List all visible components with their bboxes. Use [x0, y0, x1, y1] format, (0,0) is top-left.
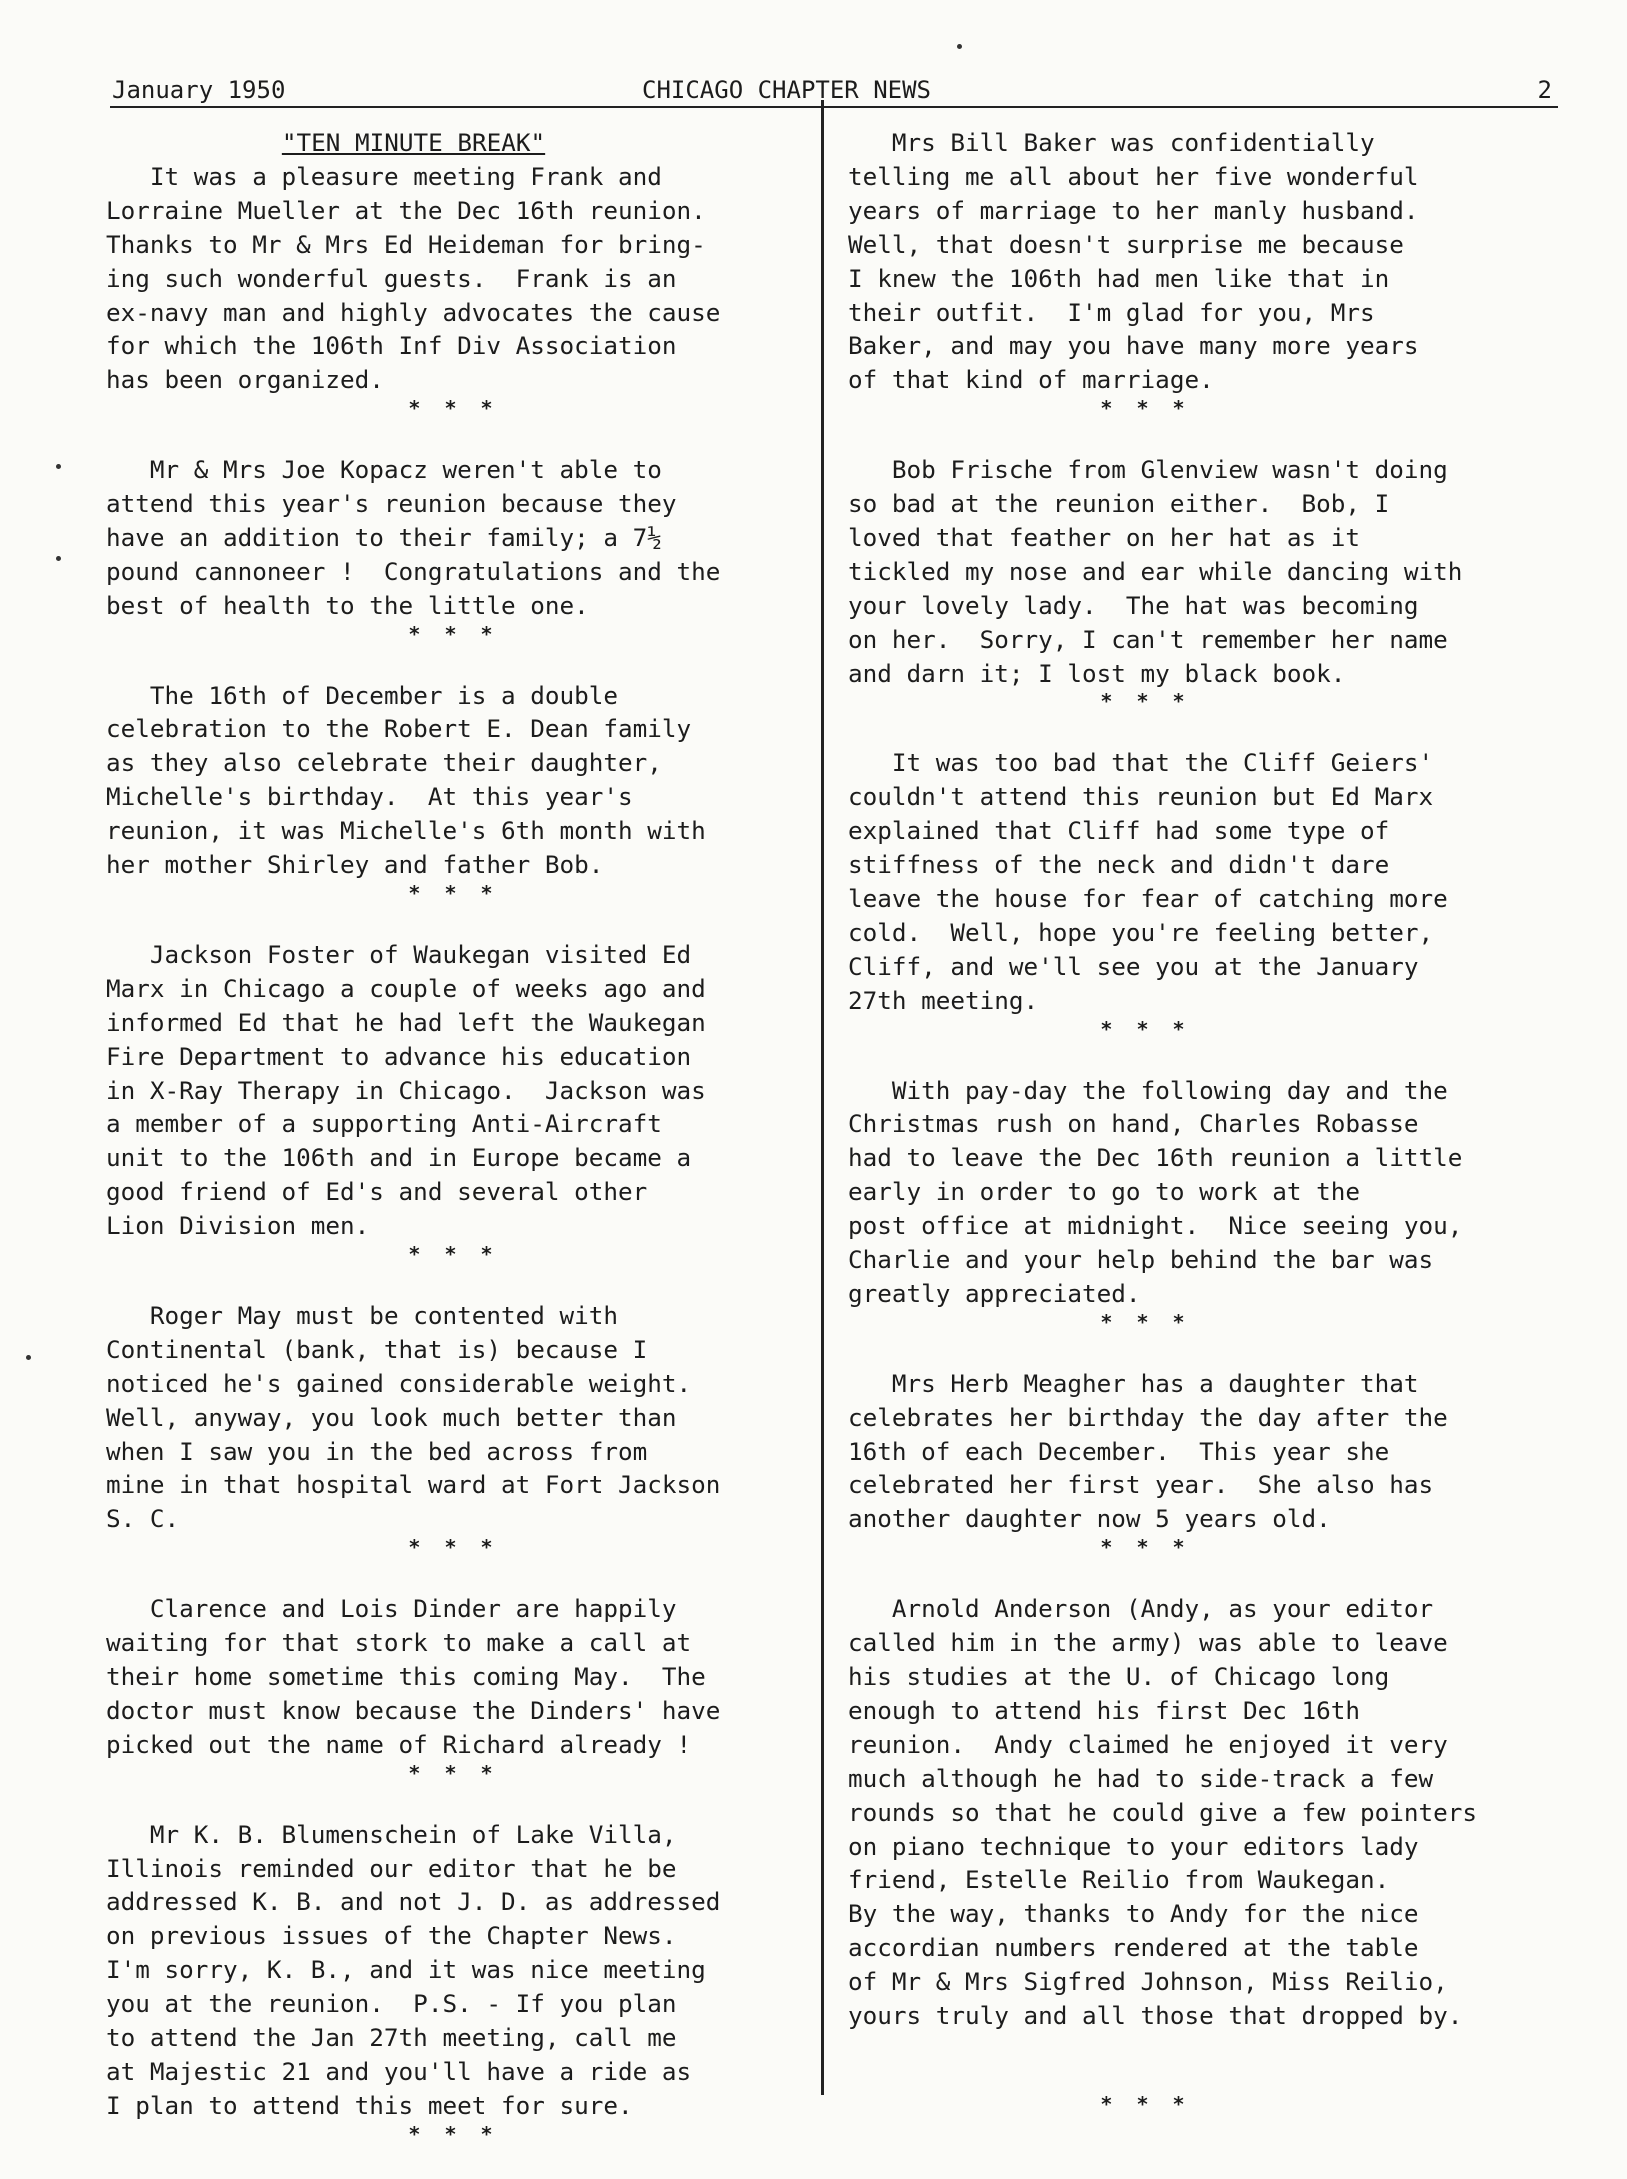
separator-asterisks: * * * [1100, 2091, 1191, 2116]
separator-asterisks: * * * [408, 881, 499, 905]
scan-speck [957, 44, 962, 49]
separator-asterisks: * * * [408, 1760, 499, 1785]
column-title: "TEN MINUTE BREAK" [281, 128, 546, 157]
header-page-number: 2 [1537, 76, 1552, 104]
article-paragraph: The 16th of December is a double celebration to the Robert E. Dean family as they also celebrate their daughter, Michelle's birthday. At this year's reunion, it was Michelle's 6th month with her mother Shirley and father Bob. [106, 680, 706, 880]
separator-asterisks: * * * [408, 1242, 499, 1267]
header-title: CHICAGO CHAPTER NEWS [642, 76, 931, 104]
separator-asterisks: * * * [408, 1535, 499, 1560]
article-paragraph: Clarence and Lois Dinder are happily waiting for that stork to make a call at their home sometime this coming May. The doctor must know because the Dinders' have picked out the name of Richard already ! [106, 1594, 721, 1759]
scan-speck [26, 1355, 31, 1360]
article-paragraph: It was a pleasure meeting Frank and Lorraine Mueller at the Dec 16th reunion. Thanks to Mr & Mrs Ed Heideman for bring- ing such wonderful guests. Frank is an ex-navy man and highly advocates the cause for which the 106th Inf Div Association has been organized. [106, 161, 721, 395]
scan-speck [56, 464, 61, 469]
separator-asterisks: * * * [1100, 1016, 1191, 1041]
left-column [106, 126, 821, 2179]
separator-asterisks: * * * [1100, 1535, 1191, 1560]
article-paragraph: Mrs Herb Meagher has a daughter that celebrates her birthday the day after the 16th of each December. This year she celebrated her first year. She also has another daughter now 5 years old. [848, 1368, 1448, 1534]
separator-asterisks: * * * [1100, 396, 1191, 421]
right-column [848, 126, 1563, 2149]
article-paragraph: Bob Frische from Glenview wasn't doing so bad at the reunion either. Bob, I loved that feather on her hat as it tickled my nose and ear while dancing with your lovely lady. The hat was becoming on her. Sorry, I can't remember her name and darn it; I lost my black book. [848, 455, 1463, 688]
article-paragraph: With pay-day the following day and the Christmas rush on hand, Charles Robasse had to leave the Dec 16th reunion a little early in order to go to work at the post office at midnight. Nice seeing you, Charlie and your help behind the bar was greatly appreciated. [848, 1075, 1463, 1308]
column-divider [821, 100, 824, 2095]
article-paragraph: Mrs Bill Baker was confidentially telling me all about her five wonderful years of marriage to her manly husband. Well, that doesn't surprise me because I knew the 106th had men like that in their outfit. I'm glad for you, Mrs Baker, and may you have many more years of that kind of marriage. [848, 128, 1419, 395]
scan-speck [56, 556, 61, 561]
separator-asterisks: * * * [1100, 1309, 1191, 1334]
header-date: January 1950 [112, 76, 286, 104]
article-paragraph: It was too bad that the Cliff Geiers' couldn't attend this reunion but Ed Marx explained that Cliff had some type of stiffness of the neck and didn't dare leave the house for fear of catching more cold. Well, hope you're feeling better, Cliff, and we'll see you at the January 27th meeting. [848, 748, 1448, 1015]
page-header [112, 74, 1552, 106]
article-paragraph: Mr & Mrs Joe Kopacz weren't able to attend this year's reunion because they have an addition to their family; a 7½ pound cannoneer ! Congratulations and the best of health to the little one. [106, 455, 721, 620]
separator-asterisks: * * * [408, 396, 499, 421]
article-paragraph: Mr K. B. Blumenschein of Lake Villa, Illinois reminded our editor that he be addressed K. B. and not J. D. as addressed on previous issues of the Chapter News. I'm sorry, K. B., and it was nice meeting you at the reunion. P.S. - If you plan to attend the Jan 27th meeting, call me at Majestic 21 and you'll have a ride as I plan to attend this meet for sure. [106, 1819, 721, 2120]
header-rule [110, 106, 1558, 108]
article-paragraph: Roger May must be contented with Continental (bank, that is) because I noticed he's gained considerable weight. Well, anyway, you look much better than when I saw you in the bed across from mine in that hospital ward at Fort Jackson S. C. [106, 1300, 721, 1534]
article-paragraph: Jackson Foster of Waukegan visited Ed Marx in Chicago a couple of weeks ago and informed Ed that he had left the Waukegan Fire Department to advance his education in X-Ray Therapy in Chicago. Jackson was a member of a supporting Anti-Aircraft unit to the 106th and in Europe became a good friend of Ed's and several other Lion Division men. [106, 939, 706, 1241]
separator-asterisks: * * * [1100, 689, 1191, 714]
separator-asterisks: * * * [408, 2121, 499, 2146]
separator-asterisks: * * * [408, 621, 499, 646]
article-paragraph: Arnold Anderson (Andy, as your editor called him in the army) was able to leave his studies at the U. of Chicago long enough to attend his first Dec 16th reunion. Andy claimed he enjoyed it very much although he had to side-track a few rounds so that he could give a few pointers on piano technique to your editors lady friend, Estelle Reilio from Waukegan. By the way, thanks to Andy for the nice accordian numbers rendered at the table of Mr & Mrs Sigfred Johnson, Miss Reilio, yours truly and all those that dropped by. [848, 1594, 1478, 2031]
